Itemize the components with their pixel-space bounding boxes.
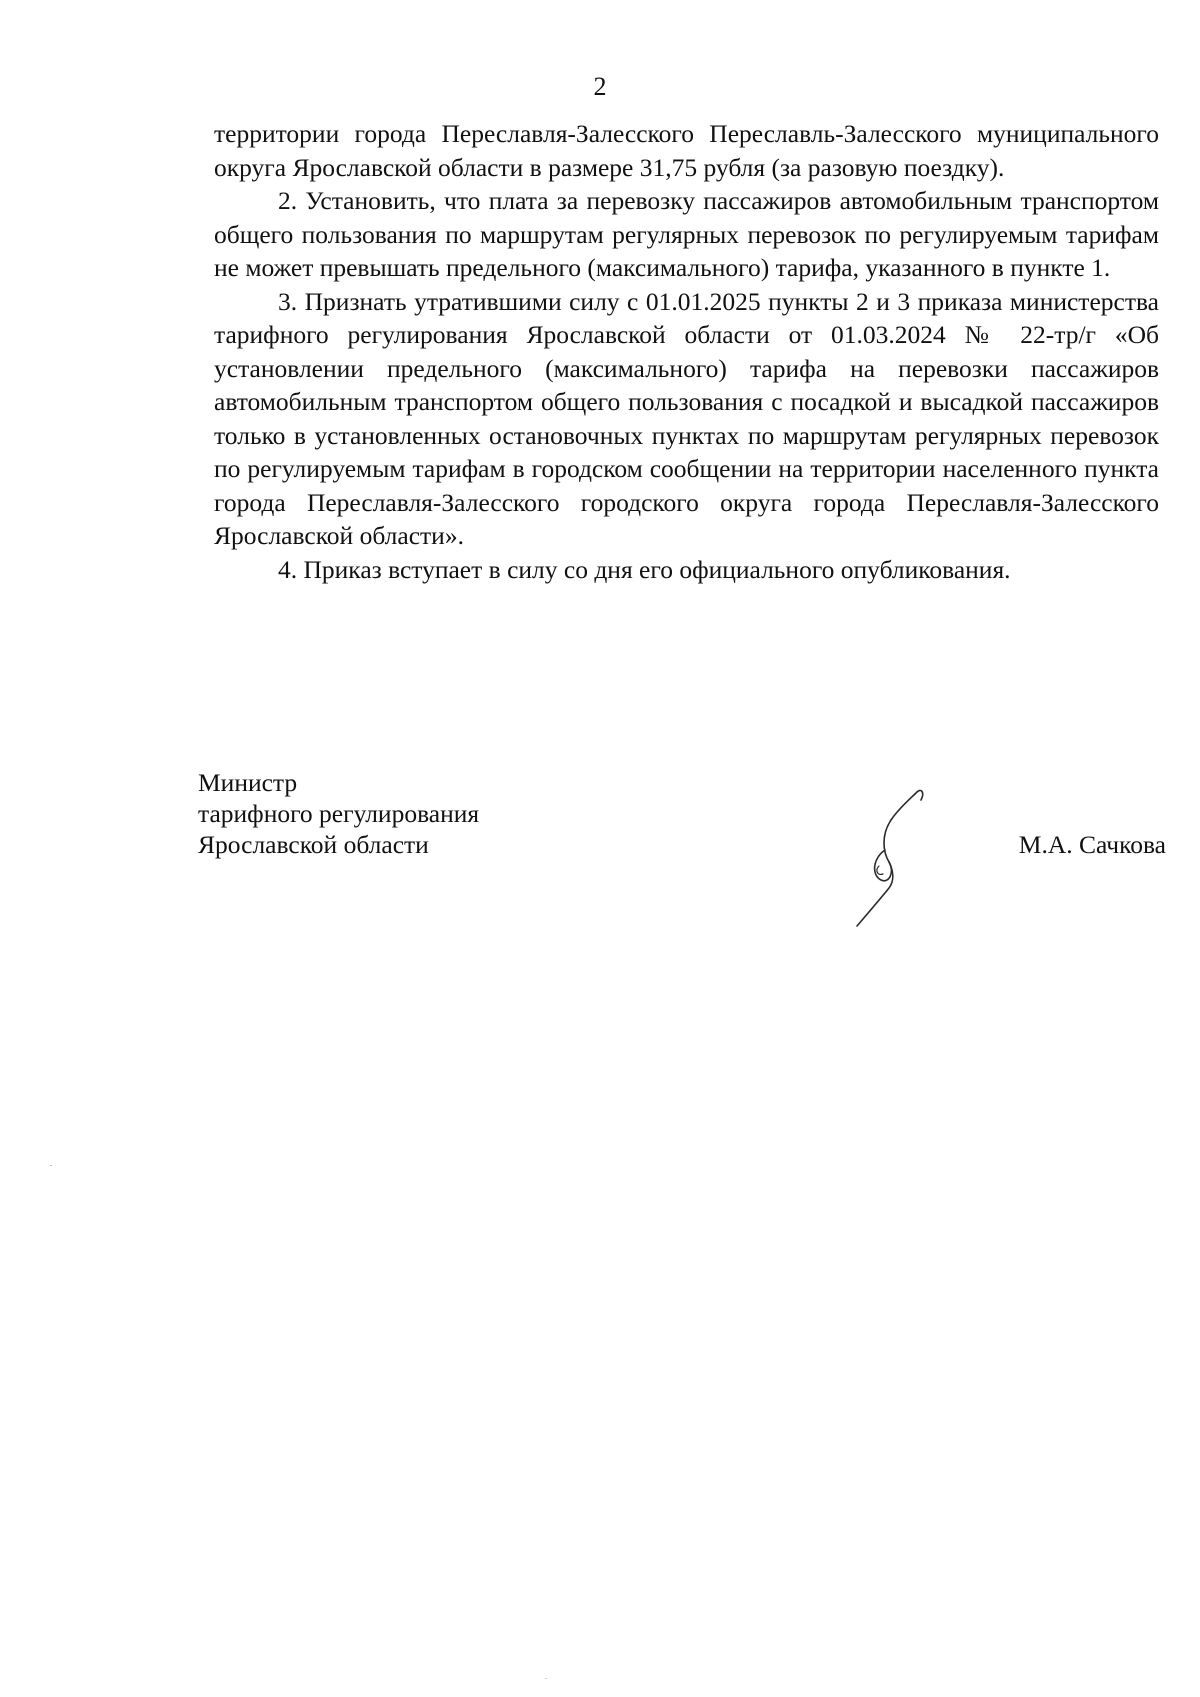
paragraph-item-4: 4. Приказ вступает в силу со дня его официального опубликования. xyxy=(278,554,1011,584)
signatory-title-line: Ярославской области xyxy=(198,830,429,859)
signatory-name: М.А. Сачкова xyxy=(1018,830,1166,859)
paragraph-continuation: территории города Переславля-Залесского Переславль-Залесского муниципального округа Ярославской области в размере 31,75 рубля (за разовую поездку). xyxy=(214,119,1159,182)
signatory-title-line: Министр xyxy=(198,768,298,797)
document-body xyxy=(214,117,1159,586)
scan-artifact xyxy=(545,1678,547,1679)
scan-artifact xyxy=(50,1165,52,1166)
signatory-title-block xyxy=(198,767,479,860)
signatory-title-line: тарифного регулирования xyxy=(198,799,480,828)
paragraph-item-2: 2. Установить, что плата за перевозку пассажиров автомобильным транспортом общего пользования по маршрутам регулярных перевозок по регулируемым тарифам не может превышать предельного (максимального) тарифа, указанного в пункте 1. xyxy=(214,186,1159,282)
paragraph-item-3: 3. Признать утратившими силу с 01.01.2025 пункты 2 и 3 приказа министерства тарифного регулирования Ярославской области от 01.03.2024 № 22-тр/г «Об установлении предельного (максимального) тарифа на перевозки пассажиров автомобильным транспортом общего пользования с посадкой и высадкой пассажиров только в установленных остановочных пунктах по маршрутам регулярных перевозок по регулируемым тарифам в городском сообщении на территории населенного пункта города Переславля-Залесского городского округа города Переславля-Залесского Ярославской области». xyxy=(214,286,1159,550)
page-number: 2 xyxy=(593,72,607,101)
handwritten-signature xyxy=(855,780,965,930)
